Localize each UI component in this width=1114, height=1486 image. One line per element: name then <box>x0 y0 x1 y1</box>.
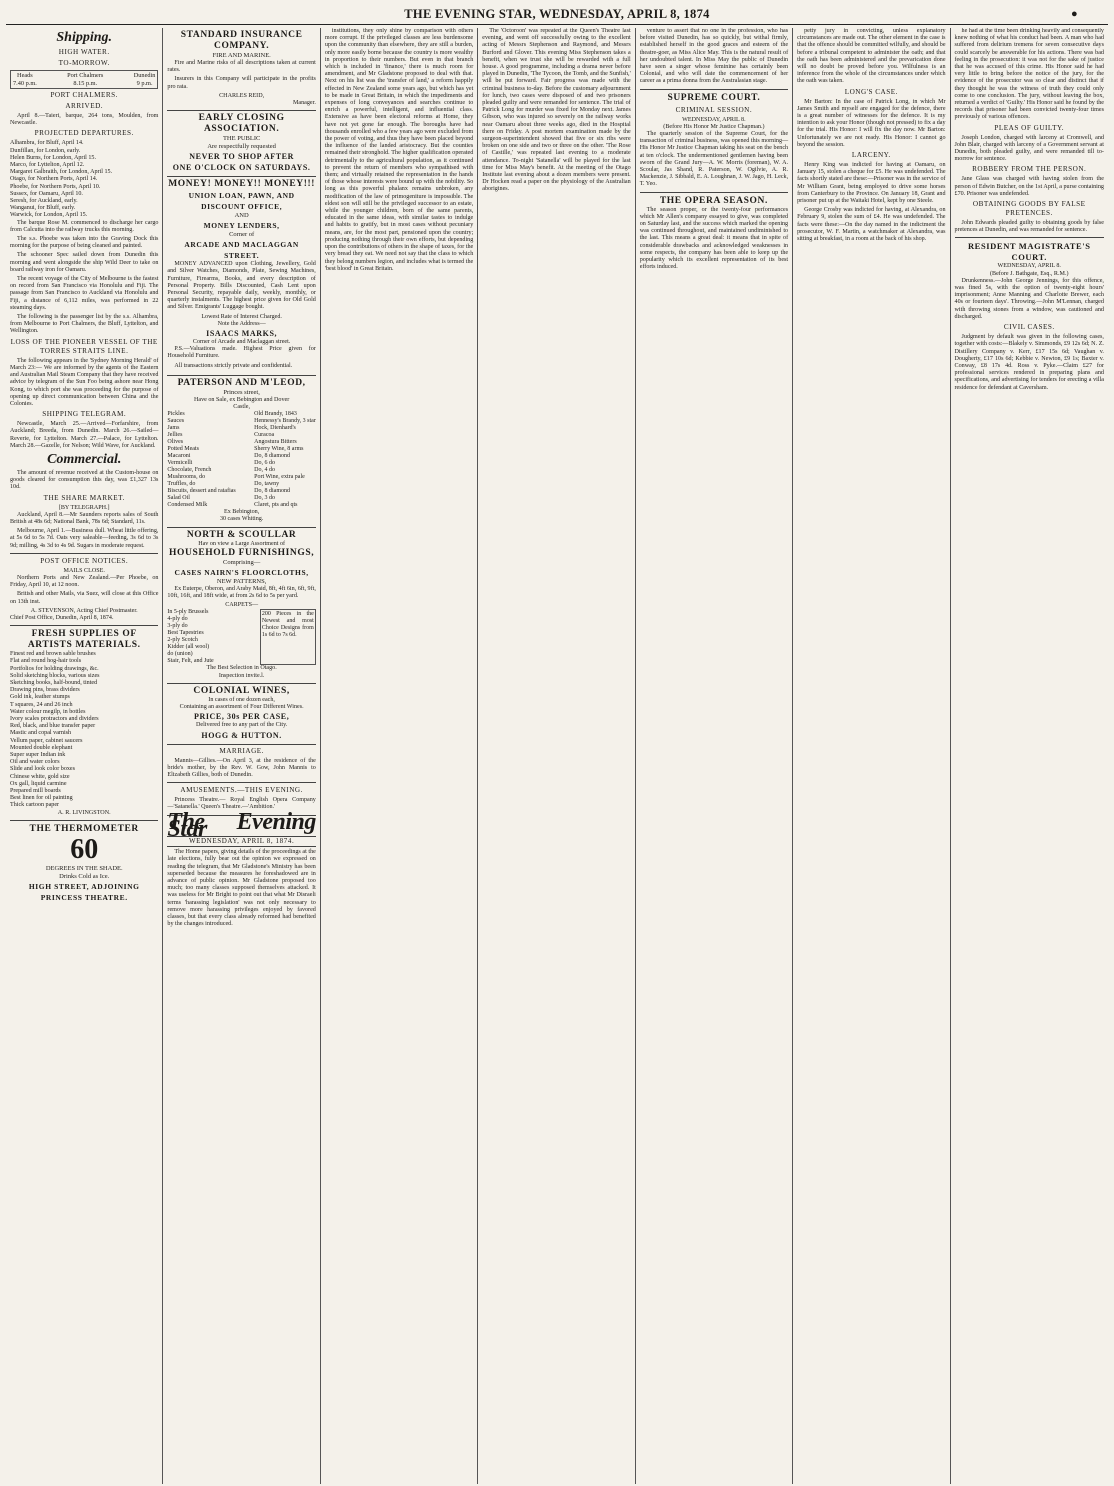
port-chalmers-heading: PORT CHALMERS. <box>50 91 118 99</box>
early-sub: THE PUBLIC <box>222 135 261 143</box>
list-item: Warwick, for London, April 15. <box>10 212 88 219</box>
list-item: Truffles, do <box>167 481 196 488</box>
carpets-label: CARPETS— <box>225 602 259 609</box>
list-item: Oil and water colors <box>10 759 60 766</box>
paterson-text: Have on Sale, ex Bebington and Dover <box>193 396 290 403</box>
column-2 <box>163 28 320 1484</box>
thermometer-title: THE THERMOMETER <box>29 823 139 834</box>
standard-role: Manager. <box>293 100 316 107</box>
shipping-news-2: The s.s. Phoebe was taken into the Graving Dock this morning for the purpose of being cleaned and painted. <box>10 236 159 250</box>
masthead <box>6 4 1108 25</box>
north-scoullar-ad <box>167 528 315 684</box>
column-5 <box>636 28 793 1484</box>
list-item: Water colour megilp, in bottles <box>10 708 86 715</box>
list-item: Seresh, for Auckland, early. <box>10 198 78 205</box>
paterson-ad <box>167 376 315 528</box>
shipping-news-3: The schooner Spec sailed down from Dunedin this morning and went alongside the ship Wild Deer to take on board railway iron for Oamaru. <box>10 252 159 273</box>
colonial-price: PRICE, 30s PER CASE, <box>193 712 290 722</box>
paterson-title: PATERSON AND M'LEOD, <box>177 377 306 388</box>
list-item: Do, 8 diamond <box>254 453 290 460</box>
list-item: Mastic and copal varnish <box>10 730 72 737</box>
article-text: venture to assert that no one in the profession, who has before visited Dunedin, has so quickly, but withal firmly, established herself in the good graces and esteem of the theatre-goer, as Miss Alice May. This is the natural result of her undoubted talent. In Miss May the public of Dunedin have seen a singer whose feminine has certainly been Colonial, and who will date the commencement of her career as a prima donna from the Australasian stage. <box>639 28 789 85</box>
shipping-news-4: The recent voyage of the City of Melbourne is the fastest on record from San Francisco via Honolulu and Fiji. The passage from San Francisco to Auckland via Honolulu and Fiji, a distance of 6,112 miles, was performed in 22 steaming days. <box>10 276 159 311</box>
list-item: Ox gall, liquid carmine <box>10 780 67 787</box>
list-item: Marco, for Lyttelton, April 12. <box>10 162 85 169</box>
union-title: UNION LOAN, PAWN, AND DISCOUNT OFFICE, <box>188 191 295 212</box>
list-item: Portfolios for holding drawings, &c. <box>10 665 99 672</box>
list-item: Chinese white, gold size <box>10 773 70 780</box>
isaacs-address: Corner of Arcade and Maclaggan street. <box>192 339 291 346</box>
shipping-telegram-heading: SHIPPING TELEGRAM. <box>42 410 127 419</box>
inspection-label: Inspection invite.l. <box>218 672 265 679</box>
divider <box>10 553 158 554</box>
list-item: Super super Indian ink <box>10 752 66 759</box>
false-pretences-heading: OBTAINING GOODS BY FALSE PRETENCES. <box>972 200 1086 218</box>
list-item: Wanganui, for Bluff, early. <box>10 205 76 212</box>
carpets-table <box>167 609 315 665</box>
household-new: NEW PATTERNS, <box>216 577 267 585</box>
civil-text: Judgment by default was given in the following cases, together with costs:—Blakely v. Simmonds, £9 12s 6d; N. Z. Distillery Company v. Kerr, £17 15s 6d; Vaughan v. Dougherty, £17 10s 6d; Kebbie v. Newton, £9 1s; Baxter v. Conway, £8 17s 4d. Ross v. Pyke.—Claim £27 for professional services rendered in preparing plans and specifications, and advertising for tenders for erecting a villa residence for defendant at Caversham. <box>954 334 1104 391</box>
editorial-text: The Home papers, giving details of the proceedings at the late elections, fully bear out the opinion we expressed on reading the telegram, that Mr Gladstone's Ministry has been superseded because the measures he foreshadowed are in advance of public opinion. Mr Gladstone proposed too much; too many classes supposed themselves attacked. It was useless for Mr Bright to point out that what Mr Disraeli terms 'harassing legislation' was not only necessary to remove more harassing privileges enjoyed by favored classes, but that every class already reformed had benefited by the changes introduced. <box>167 849 316 928</box>
thermometer-ad <box>10 824 158 903</box>
mails-close-label: MAILS CLOSE. <box>63 567 105 574</box>
tide-heads: Heads 7.40 p.m. <box>13 72 37 87</box>
list-item: Sherry Wine, 8 arms <box>254 446 304 453</box>
article-text: petty jury in convicting, unless explanatory circumstances are made out. The other element in the case is that the offence should be committed wilfully, and should be before a tribunal competent to administer the oath; and that the oath has been administered and the prevarication done will no doubt be proved before you. Wilfulness is an inference from the whole of the circumstances under which the oath was taken. <box>797 28 946 85</box>
tide-port-chalmers: Port Chalmers 8.15 p.m. <box>67 72 104 87</box>
list-item: Olives <box>167 439 184 446</box>
supreme-court-heading: SUPREME COURT. <box>667 92 761 103</box>
list-item: Red, black, and blue transfer paper <box>10 723 96 730</box>
list-item: Do, 3 do <box>254 495 275 502</box>
standard-title: STANDARD INSURANCE COMPANY. <box>180 30 303 51</box>
larceny-text: Henry King was indicted for having at Oamaru, on January 15, stolen a cheque for £5. He was undefended. The facts shortly stated are these:—Prisoner was in the service of Mr William Grant, being employed to drive some horses from Canterbury to the Province. On January 18, Grant and prisoner put up at the Waitaki Hotel, kept by one Steele. <box>797 162 946 205</box>
household-comprising: Comprising— <box>223 558 261 566</box>
isaacs-ps: P.S.—Valuations made. Highest Price given for Household Furniture. <box>167 346 316 360</box>
list-item: Claret, pts and qts <box>254 502 298 509</box>
standard-sub: FIRE AND MARINE. <box>212 52 271 59</box>
masthead-dot-icon: ● <box>1071 8 1078 20</box>
shipping-telegram-text: Newcastle, March 25.—Arrived—Forfarshire, from Auckland; Breeda, from Dunedin. March 26.—Sailed—Reverie, for Lyttelton. March 27.—Palace, for Lyttelton. March 28.—Gazelle, for Nelson; Wild Wave, for Auckland. <box>10 421 159 449</box>
list-item: Gold ink, leather stumps <box>10 694 70 701</box>
list-item: Ivory scales protractors and dividers <box>10 716 99 722</box>
list-item: Mounted double elephant <box>10 744 73 751</box>
share-byline: [BY TELEGRAPH.] <box>58 504 110 511</box>
union-loan-ad <box>167 177 315 376</box>
list-item: Vellum paper, cabinet saucers <box>10 737 83 744</box>
civil-cases-heading: CIVIL CASES. <box>1003 323 1055 332</box>
list-item: Potted Meats <box>167 446 199 453</box>
pleas-text: Joseph London, charged with larceny at Cromwell, and John Blair, charged with larceny of a Government servant at Dunedin, both pleaded guilty, and were remanded till to-morrow for sentence. <box>954 134 1104 163</box>
share-text-1: Auckland, April 8.—Mr Saunders reports sales of South British at 48s 6d; National Bank, 78s 6d; Standard, 11s. <box>10 511 159 525</box>
article-text: The 'Octoroon' was repeated at the Queen's Theatre last evening, and went off successfully owing to the excellent acting of Messrs Stephenson and Raymond, and Messrs Burford and Glover. This evening Miss Stephenson takes a benefit, when we trust she will be rewarded with a full house. A good programme, including a drama never before played in Dunedin, 'The Tycoon, the Tomb, and the Sunfish,' will be put forward. Fair progress was made with the criminal business to-day. Before the customary adjournment for lunch, two cases were disposed of and two prisoners pleaded guilty and were remanded for sentence. The trial of Patrick Long for murder was fixed for Monday next. James Gibson, who was injured so severely on the railway works near Oamaru about three weeks ago, died in the Hospital there on Friday. A post mortem examination made by the surgeon-superintendent showed that five or six ribs were broken on one side and two or three on the other. 'The Rose of Castille,' was repeated last evening to a moderate attendance. To-night 'Satanella' will be played for the last time for Miss May's benefit. At the meeting of the Otago Institute last evening about a dozen members were present. Dr Hocken read a paper on the physiology of the Australian aborigines. <box>482 28 631 193</box>
high-water-heading: HIGH WATER. <box>58 48 110 56</box>
north-title: NORTH & SCOULLAR <box>186 529 297 540</box>
opera-text: The season proper, or the twenty-four performances which Mr Allen's company essayed to give, was completed on Saturday last, and the success which marked the opening was continued throughout, and maintained undiminished to the last. This means a great deal: it means that in spite of considerable drawbacks and acknowledged weaknesses in some respects, the company has been able to keep up the popularity which its excellent representation of its best efforts induced. <box>639 206 789 271</box>
standard-text-2: Insurers in this Company will participate in the profits pro rata. <box>167 76 316 90</box>
bebington-label: Ex Bebington, <box>224 509 260 516</box>
list-item: Margaret Galbraith, for London, April 15. <box>10 169 113 176</box>
standard-insurance-ad <box>167 28 315 111</box>
shipping-title: Shipping. <box>56 30 113 45</box>
list-item: Helen Burns, for London, April 15. <box>10 154 96 161</box>
commercial-title: Commercial. <box>47 451 122 467</box>
shipping-news-1: The barque Rose M. commenced to discharge her cargo from Calcutta into the railway trucks this morning. <box>10 219 159 233</box>
standard-sign: CHARLES REID, <box>219 92 265 99</box>
court-text: The quarterly session of the Supreme Court, for the transaction of criminal business, was opened this morning—His Honor Mr Justice Chapman taking his seat on the bench at ten o'clock. The undermentioned gentlemen having been sworn of the Grand Jury—A. W. Morris (foreman), W. A. Scoular, Jas Shand, R. Paterson, W. Ogilvie, A. R. Mackenzie, J. Sibbald, E. A. Loughnan, J. W. Jago, H. Leck, T. Yeo. <box>639 131 789 188</box>
masthead-text: THE EVENING STAR, WEDNESDAY, APRIL 8, 1874 <box>404 6 710 21</box>
thermometer-label: DEGREES IN THE SHADE. <box>45 864 123 872</box>
money-text: MONEY ADVANCED upon Clothing, Jewellery, Gold and Silver Watches, Diamonds, Plate, Sewing Machines, Furniture, Firearms, Books, and every description of Personal Property. Bills Discounted, Cash Lent upon Personal Security, repayable daily, weekly, monthly, or quarterly instalments. The highest price given for Old Gold and Silver. Emigrants' Luggage bought. <box>167 261 316 311</box>
colonial-title: COLONIAL WINES, <box>193 685 290 696</box>
list-item: Do, 8 diamond <box>254 488 290 495</box>
divider <box>10 625 158 626</box>
colonial-delivered: Delivered free to any part of the City. <box>195 722 288 729</box>
arrived-text: April 8.—Taieri, barque, 264 tons, Moulden, from Newcastle. <box>10 113 159 127</box>
divider <box>955 237 1104 238</box>
projected-departures-heading: PROJECTED DEPARTURES. <box>34 129 134 138</box>
list-item: Alhambra, for Bluff, April 14. <box>10 140 84 147</box>
early-never: NEVER TO SHOP AFTER <box>189 152 294 162</box>
post-text-2: British and other Mails, via Suez, will close at this Office on 13th inst. <box>10 591 159 605</box>
resident-text: Drunkenness.—John George Jennings, for this offence, was fined 5s, with the option of twenty-eight hours' imprisonment; Anne Manning and Charlotte Brewer, each 40s or fourteen days'. Throwing.—John M'Lennan, charged with throwing stones from a window, was cautioned and discharged. <box>954 277 1104 320</box>
list-item: In 5-ply Brussels <box>167 609 209 616</box>
paterson-sub: Princes street, <box>223 388 260 396</box>
list-item: Old Brandy, 1843 <box>254 411 297 418</box>
list-item: 3-ply do <box>167 623 188 630</box>
crosby-text: George Crosby was indicted for having, at Alexandra, on February 9, stolen the sum of £4. He was undefended. The facts were these:—On the day named in the indictment the prosecutor, W. F. Martin, a watchmaker at Alexandra, was sitting at breakfast, in a room at the back of his shop. <box>797 207 946 243</box>
list-item: Thick cartoon paper <box>10 802 60 809</box>
list-item: Vermicelli <box>167 460 193 467</box>
early-one: ONE O'CLOCK ON SATURDAYS. <box>172 163 311 173</box>
early-text: Are respectfully requested <box>207 143 276 151</box>
pleas-heading: PLEAS OF GUILTY. <box>994 123 1065 132</box>
amusements-heading: AMUSEMENTS.—THIS EVENING. <box>180 786 303 795</box>
arrived-label: ARRIVED. <box>65 102 104 110</box>
livingston-sign: A. R. LIVINGSTON. <box>57 809 111 816</box>
column-1 <box>6 28 163 1484</box>
list-item: Otago, for Northern Ports, April 14. <box>10 176 98 183</box>
divider <box>167 782 315 783</box>
household-text: Ex Euterpe, Oberon, and Araby Maid, 8ft, 4ft 6in, 6ft, 9ft, 10ft, 16ft, and 18ft wide, at from 2s 6d to 5s per yard. <box>167 585 316 600</box>
money-lowest: Lowest Rate of Interest Charged. <box>201 313 282 320</box>
list-item: Salad Oil <box>167 495 190 502</box>
carpets-end: The Best Selection in Otago. <box>206 665 277 672</box>
list-item: Dunfillan, for London, early. <box>10 147 81 154</box>
resident-date: WEDNESDAY, APRIL 8. <box>997 263 1061 270</box>
larceny-heading: LARCENY. <box>851 151 891 160</box>
divider <box>640 192 788 193</box>
list-item: Best linen for oil painting <box>10 795 73 802</box>
resident-magistrate-heading: RESIDENT MAGISTRATE'S COURT. <box>967 241 1091 263</box>
list-item: Hock, Dienhard's <box>254 425 296 432</box>
list-item: Finest red and brown sable brushes <box>10 651 96 658</box>
long-case-heading: LONG'S CASE. <box>844 87 898 96</box>
goods-left <box>167 411 235 509</box>
artists-materials-heading: FRESH SUPPLIES OF ARTISTS MATERIALS. <box>27 629 141 651</box>
thermometer-sub: Drinks Cold as Ice. <box>59 872 110 880</box>
resident-before: (Before J. Bathgate, Esq., R.M.) <box>989 270 1069 277</box>
north-text: Hav on view a Large Assortment of <box>198 540 286 547</box>
standard-text: Fire and Marine risks of all descriptions taken at current rates. <box>167 60 316 74</box>
list-item: Do, tawny <box>254 481 280 488</box>
post-office-line: Chief Post Office, Dunedin, April 8, 1874. <box>10 614 114 621</box>
list-item: Do, 6 do <box>254 460 275 467</box>
list-item: Prepared mill boards <box>10 788 61 795</box>
household-cases: CASES NAIRN'S FLOORCLOTHS, <box>174 567 309 577</box>
cases-label: 30 cases Whiting. <box>219 516 264 523</box>
carpets-list <box>167 609 213 665</box>
list-item: 2-ply Scotch <box>167 637 198 644</box>
thermometer-footer: HIGH STREET, ADJOINING PRINCESS THEATRE. <box>28 881 140 902</box>
departures-list <box>10 140 158 219</box>
union-corner: Corner of <box>229 231 255 239</box>
share-text-2: Melbourne, April 1.—Business dull. Wheat little offering, at 5s 6d to 5s 7d. Oats very saleable—feeding, 3s 6d to 3s 9d; milling, 4s 3d to 4s 9d. Sugars in moderate request. <box>10 528 159 549</box>
marriage-heading: MARRIAGE. <box>219 746 264 755</box>
flag-date: WEDNESDAY, APRIL 8, 1874. <box>167 836 315 847</box>
loss-heading: LOSS OF THE PIONEER VESSEL OF THE TORRES STRAITS LINE. <box>10 337 158 355</box>
list-item: Phoebe, for Northern Ports, April 10. <box>10 183 101 190</box>
list-item: Pickles <box>167 411 185 418</box>
thermometer-value: 60 <box>70 833 99 865</box>
early-title: EARLY CLOSING ASSOCIATION. <box>198 113 285 135</box>
column-3 <box>321 28 478 1484</box>
note-address: Note the Address— <box>217 320 266 327</box>
list-item: Curacoa <box>254 432 275 439</box>
shipping-news-5: The following is the passenger list by the s.s. Alhambra, from Melbourne to Port Chalmers, the Bluff, Lyttelton, and Wellington. <box>10 314 159 335</box>
money-title: MONEY! MONEY!! MONEY!!! <box>168 179 316 190</box>
list-item: 4-ply do <box>167 616 188 623</box>
columns <box>6 28 1108 1484</box>
flag-title: The Evening Star <box>167 808 316 842</box>
list-item: Macaroni <box>167 453 191 460</box>
list-item: Mushrooms, do <box>167 474 206 481</box>
goods-table <box>167 411 315 509</box>
criminal-session-heading: CRIMINAL SESSION. <box>675 105 753 114</box>
early-closing-ad <box>167 111 315 177</box>
list-item: Port Wine, extra pale <box>254 474 305 481</box>
hogg-hutton: HOGG & HUTTON. <box>201 730 282 740</box>
article-text: he had at the time been drinking heavily and consequently knew nothing of what his conduct had been. A man who had suffered from delirium tremens for seven consecutive days could scarcely be answerable for his actions. There was bad feeling in the prosecution: it was not for the sake of justice that he was accused of this crime. His Honor said he had very little to bring before the notice of the jury, for the evidence of the prosecutor was so clear and distinct that if they thought he was the witness of truth they could only come to one conclusion. The jury, without leaving the box, returned a verdict of 'Guilty.' His Honor said he found by the records that prisoner had been convicted twenty-four times previously of various offences. <box>954 28 1104 121</box>
robbery-heading: ROBBERY FROM THE PERSON. <box>972 165 1087 174</box>
list-item: Flat and round hog-hair tools <box>10 658 82 665</box>
long-case-text: Mr Barton: In the case of Patrick Long, in which Mr James Smith and myself are engaged for the defence, there is a great number of witnesses for the defence. It is my intention to ask your Honor (though not pressed) to fix a day for the trial. His Honor: I will fix the day now. Mr Barton: Unfortunately we are not ready. His Honor: I cannot go beyond the session. <box>797 98 946 148</box>
post-text-1: Northern Ports and New Zealand.—Per Phoebe, on Friday, April 10, at 12 noon. <box>10 574 159 589</box>
column-6 <box>793 28 950 1484</box>
post-office-heading: POST OFFICE NOTICES. <box>40 556 129 565</box>
list-item: Angostura Bitters <box>254 439 297 446</box>
list-item: Sketching books, half-bound, tinted <box>10 679 98 686</box>
list-item: Best Tapestries <box>167 630 204 637</box>
list-item: Do, 4 do <box>254 467 275 474</box>
divider <box>640 89 788 90</box>
carpets-note: 200 Pieces in the Newest and most Choice Designs from 1s 6d to 7s 6d. <box>260 609 316 665</box>
commercial-text: The amount of revenue received at the Custom-house on goods cleared for consumption this day, was £1,327 13s 10d. <box>10 469 159 491</box>
list-item: Jams <box>167 425 180 432</box>
goods-right <box>254 411 316 509</box>
false-pretences-text: John Edwards pleaded guilty to obtaining goods by false pretences at Dunedin, and was remanded for sentence. <box>954 220 1104 234</box>
list-item: Solid sketching blocks, various sizes <box>10 672 100 679</box>
list-item: Drawing pins, brass dividers <box>10 687 80 694</box>
tide-table <box>10 70 158 89</box>
list-item: Sauces <box>167 418 185 425</box>
list-item: do (union) <box>167 651 193 658</box>
list-item: Condensed Milk <box>167 502 208 509</box>
tide-dunedin: Dunedin 9 p.m. <box>133 72 156 87</box>
isaacs-confidential: All transactions strictly private and confidential. <box>174 362 293 369</box>
column-4 <box>478 28 635 1484</box>
court-before: (Before His Honor Mr Justice Chapman.) <box>663 123 765 130</box>
column-7 <box>951 28 1108 1484</box>
list-item: Jellies <box>167 432 183 439</box>
opera-season-heading: THE OPERA SEASON. <box>659 195 768 206</box>
article-text: institutions, they only shine by comparison with others more corrupt. If the privileged classes are less burdensome upon the community than elsewhere, they are still a burden, only more easily borne because the country is more wealthy in proportion to their numbers. But even in that branch which is included in 'finance,' there is much room for amendment, and Mr Gladstone proposed to deal with that. Next on his list was the 'transfer of land,' a reform happily effected in New Zealand some years ago, but which has yet to be made in Great Britain, in which the impediments and expenses of long conveyances and searches continue to enrich a powerful, intelligent, and influential class. Extensive as have been electoral reforms at Home, they have not yet gone far enough. The boroughs have had thousands enrolled who a few years ago were excluded from the power of voting, and thus they have been placed beyond the influence of the landed aristocracy. But the counties remained their stronghold. The higher qualification operated detrimentally to the agricultural population, as it continued to prevent the return of members who sympathised with them; and virtually retained the representation in the hands of those whose interests were bound up with the nobility. So long as this powerful phalanx remains unbroken, any modification of the law of primogeniture is impossible. The eldest son will still be the privileged successor to an estate, while the younger children, born of the same parents, educated in the same ideas, with similar tastes to indulge and habits to gratify, but in most cases without pecuniary means, are, for the most part, pensioned upon the country; producing nothing through their own efforts, but depending upon the contributions of others in the shape of taxes, for the very bread they eat. We need not say that the class to which they belong numbers legion, and includes what is termed the 'best blood' in Great Britain. <box>324 28 474 272</box>
tomorrow-label: TO-MORROW. <box>58 59 110 67</box>
list-item: Kidder (all wool) <box>167 644 210 651</box>
list-item: Stair, Felt, and Jute <box>167 658 214 665</box>
union-and: AND <box>234 212 249 220</box>
colonial-text: In cases of one dozen each, <box>208 696 275 703</box>
divider <box>10 820 158 821</box>
union-sub: MONEY LENDERS, <box>203 221 280 231</box>
loss-text: The following appears in the 'Sydney Morning Herald' of March 23:— We are informed by the agents of the Eastern and Australian Mail Steam Company that they have received advice by telegram of the Sun Foo being ashore near Hong Kong, to which port she was proceeding for the purpose of opening up direct communication between China and the Colonies. <box>10 357 159 407</box>
share-market-heading: THE SHARE MARKET. <box>43 493 125 502</box>
colonial-wines-ad <box>167 684 315 745</box>
household-title: HOUSEHOLD FURNISHINGS, <box>169 547 315 558</box>
colonial-text-2: Containing an assortment of Four Different Wines. <box>179 704 304 711</box>
list-item: Hennessy's Brandy, 3 star <box>254 418 316 425</box>
union-arcade: ARCADE AND MACLAGGAN STREET. <box>184 240 299 261</box>
artists-list <box>10 651 158 809</box>
postmaster-sign: A. STEVENSON, Acting Chief Postmaster. <box>30 607 138 614</box>
list-item: Slide and look color boxes <box>10 766 75 773</box>
court-date: WEDNESDAY, APRIL 8. <box>682 116 746 123</box>
castle-label: Castle, <box>233 404 251 411</box>
amusements-text: Princess Theatre.— Royal English Opera Company—'Satanella.' Queen's Theatre.—'Ambition.' <box>167 797 316 811</box>
robbery-text: Jane Glass was charged with having stolen from the person of Edwin Butcher, on the 1st April, a purse containing £70. Prisoner was undefended. <box>954 176 1104 197</box>
list-item: Biscuits, dessert and ratafias <box>167 488 236 495</box>
marriage-text: Mannis—Gillies.—On April 3, at the residence of the bride's mother, by the Rev. W. Gow, John Mannis to Elizabeth Gillies, both of Dunedin. <box>167 757 316 778</box>
isaacs-name: ISAACS MARKS, <box>206 329 278 339</box>
list-item: Chocolate, French <box>167 467 212 474</box>
list-item: Sussex, for Oamaru, April 10. <box>10 190 83 197</box>
list-item: T squares, 24 and 26 inch <box>10 701 73 708</box>
